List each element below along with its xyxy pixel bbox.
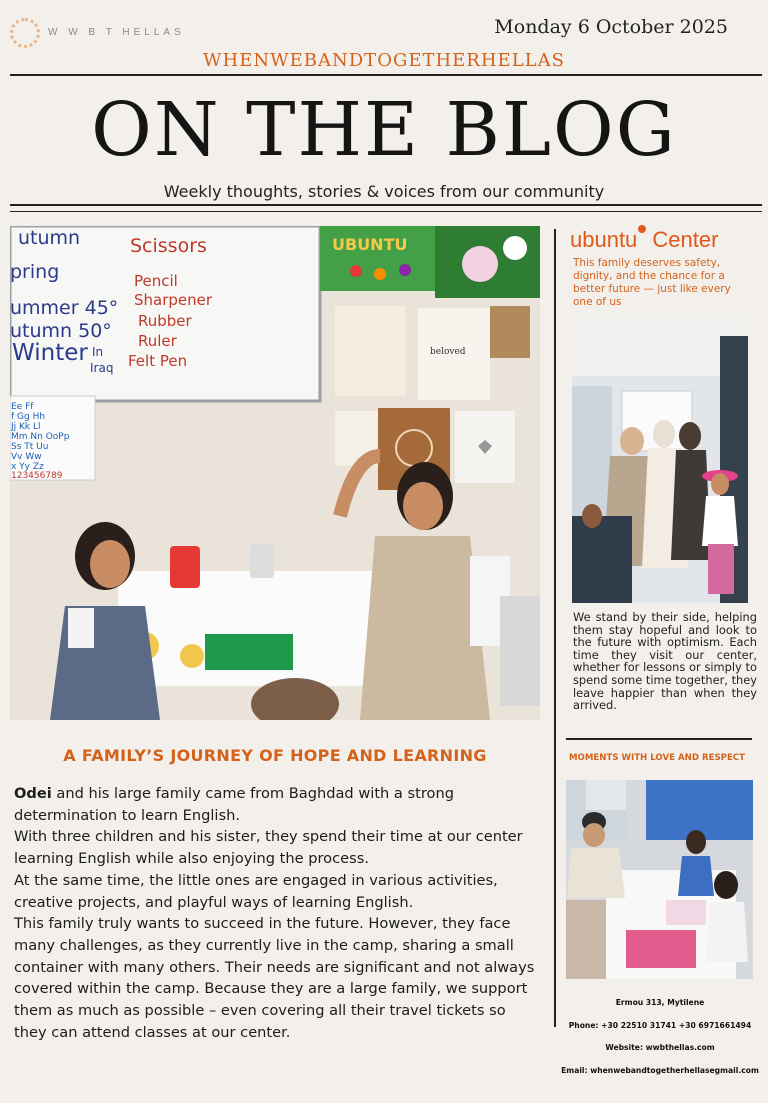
- issue-date: Monday 6 October 2025: [494, 16, 728, 38]
- board-word: ummer 45°: [10, 297, 119, 319]
- column-divider: [554, 229, 556, 1027]
- svg-text:Vv Ww: Vv Ww: [11, 452, 42, 462]
- pull-quote: This family deserves safety, dignity, and the chance for a better future — just like every one of us: [573, 257, 731, 308]
- board-word: Scissors: [130, 235, 207, 257]
- board-word: Winter: [12, 340, 88, 366]
- board-word: Pencil: [134, 272, 178, 290]
- side-paragraph: We stand by their side, helping them stay hopeful and look to the future with optimism. Each time they visit our center, whether for lessons or simply to spend some time together, they leave happier than when they arrived.: [573, 610, 757, 713]
- tagline: Weekly thoughts, stories & voices from our community: [163, 182, 605, 201]
- svg-text:Mm Nn OoPp: Mm Nn OoPp: [11, 432, 70, 442]
- classroom-photo: [10, 226, 540, 720]
- board-word: pring: [10, 261, 60, 283]
- contact-email[interactable]: Email: whenwebandtogetherhellasegmail.com: [561, 1066, 759, 1075]
- lead-name: Odei: [14, 785, 52, 802]
- board-word: In: [92, 345, 104, 359]
- brand-dot-icon: [638, 225, 646, 233]
- wwbt-logo[interactable]: [10, 18, 230, 52]
- family-visit-photo: [572, 316, 748, 603]
- svg-text:Ee Ff: Ee Ff: [11, 402, 34, 412]
- svg-text:123456789: 123456789: [11, 471, 63, 481]
- contact-address: Ermou 313, Mytilene: [615, 998, 705, 1007]
- svg-text:x Yy Zz: x Yy Zz: [11, 462, 44, 472]
- divider: [10, 74, 762, 76]
- board-word: Rubber: [138, 312, 192, 330]
- divider: [10, 204, 762, 206]
- svg-text:beloved: beloved: [430, 347, 466, 357]
- article-paragraph: With three children and his sister, they spend their time at our center learning English while also enjoying the process.: [14, 828, 523, 868]
- logo-emblem-icon: [10, 18, 40, 48]
- board-word: Sharpener: [134, 291, 213, 309]
- board-word: Felt Pen: [128, 352, 188, 370]
- divider: [566, 738, 752, 740]
- divider: [10, 211, 762, 212]
- ubuntu-center-logo: [570, 225, 718, 253]
- activity-photo: [566, 780, 753, 979]
- article-paragraph: This family truly wants to succeed in the future. However, they face many challenges, as they currently live in the camp, sharing a small container with many others. Their needs are significant and not always covered within the camp. Because they are a large family, we support them as much as possible – even covering all their travel tickets so they can attend classes at our center.: [14, 915, 535, 1041]
- svg-text:UBUNTU: UBUNTU: [332, 235, 408, 254]
- board-word: utumn 50°: [10, 320, 112, 342]
- contact-website[interactable]: Website: wwbthellas.com: [605, 1043, 715, 1052]
- board-word: Iraq: [90, 361, 114, 375]
- article-paragraph: Odei and his large family came from Baghdad with a strong determination to learn English.: [14, 785, 454, 824]
- svg-text:f Gg Hh: f Gg Hh: [11, 412, 46, 422]
- article-body: [14, 783, 539, 1043]
- board-word: utumn: [18, 227, 81, 249]
- page-title: ON THE BLOG: [91, 87, 677, 173]
- logo-text: W W B T HELLAS: [48, 27, 185, 38]
- article-headline: A FAMILY’S JOURNEY OF HOPE AND LEARNING: [63, 746, 487, 765]
- brand-ubuntu: ubuntu: [570, 227, 638, 252]
- brand-center: Center: [652, 227, 719, 252]
- contact-phone[interactable]: Phone: +30 22510 31741 +30 6971661494: [568, 1021, 752, 1030]
- svg-text:Jj Kk Ll: Jj Kk Ll: [11, 422, 41, 432]
- site-name: WHENWEBANDTOGETHERHELLAS: [203, 50, 565, 71]
- moments-heading: MOMENTS WITH LOVE AND RESPECT: [569, 753, 745, 763]
- svg-text:Ss Tt Uu: Ss Tt Uu: [11, 442, 49, 452]
- board-word: Ruler: [138, 332, 177, 350]
- article-paragraph: At the same time, the little ones are engaged in various activities, creative projects, and playful ways of learning English.: [14, 871, 498, 911]
